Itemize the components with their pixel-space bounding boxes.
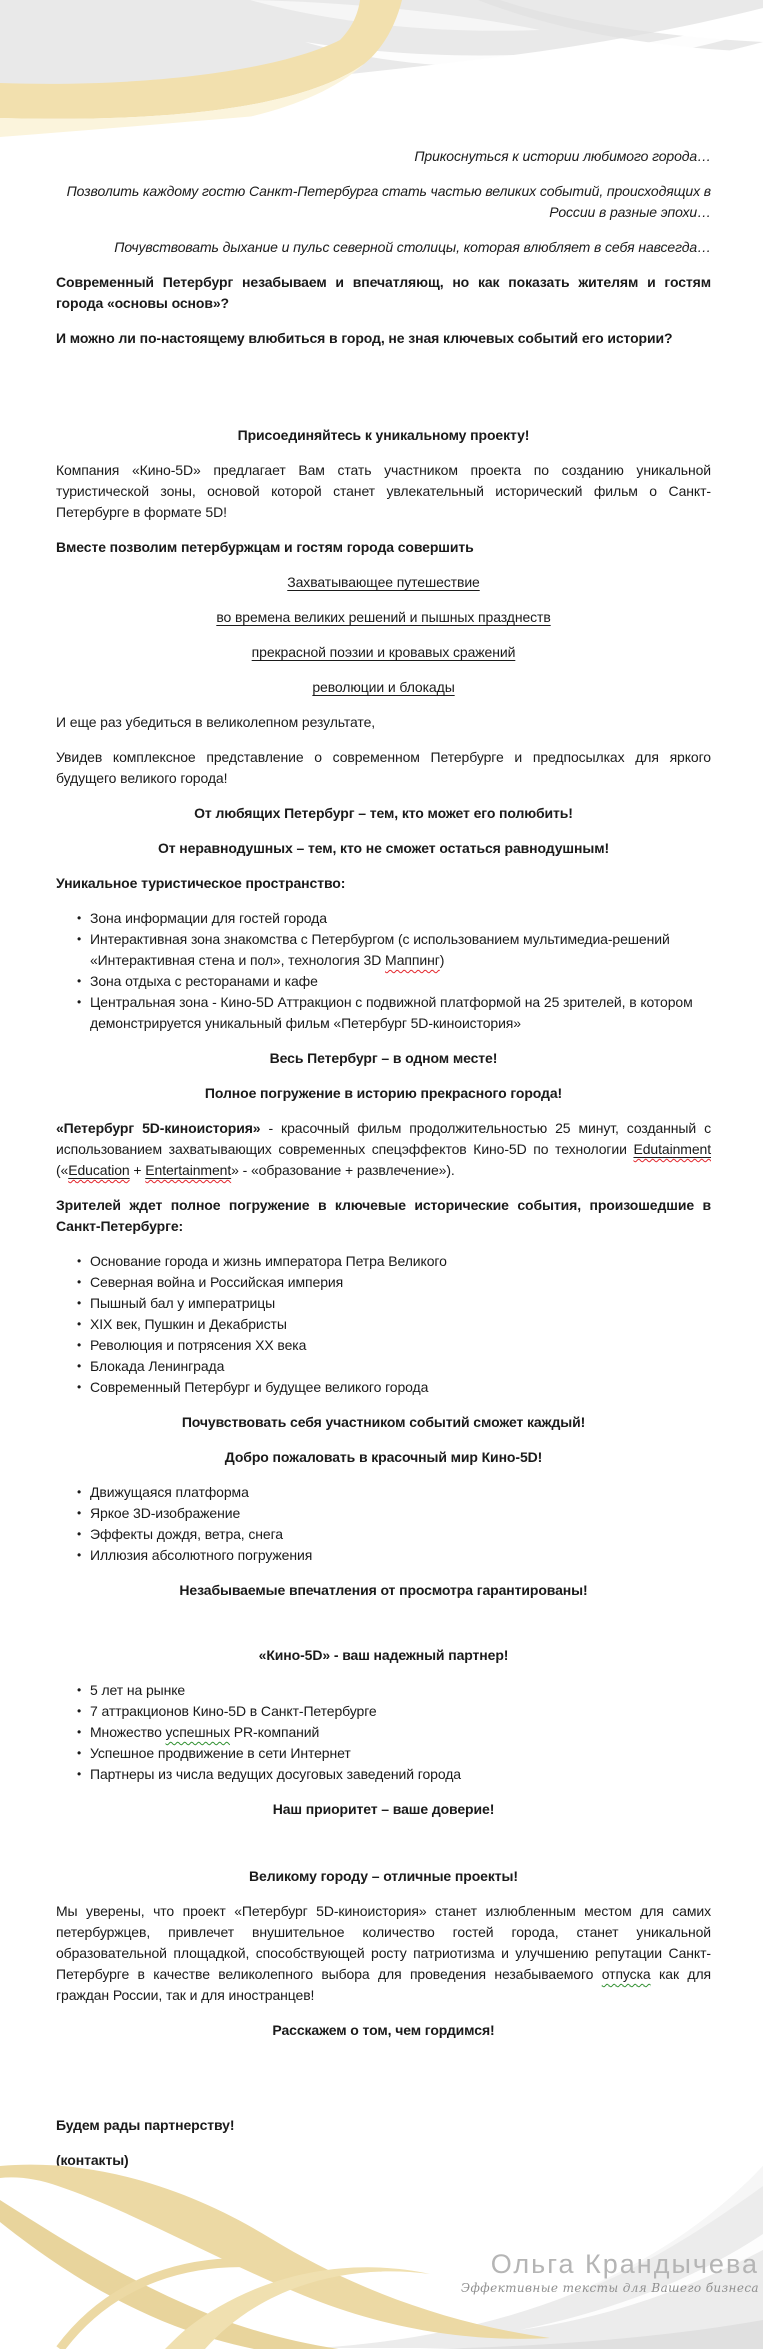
slogan: Незабываемые впечатления от просмотра гарантированы!	[179, 1582, 588, 1598]
journey-line	[56, 677, 711, 698]
lead-question: Современный Петербург незабываем и впечатляющ, но как показать жителям и гостям города «основы основ»?	[56, 274, 711, 311]
journey-line	[56, 607, 711, 628]
intro-quote: Прикоснуться к истории любимого города…	[414, 148, 711, 164]
film-desc-run: » - «образование + развлечение»).	[231, 1162, 455, 1178]
bullet-item	[56, 1722, 711, 1743]
spellcheck-word: Маппинг	[385, 952, 440, 968]
spacer	[56, 2055, 711, 2115]
section-heading-events: Зрителей ждет полное погружение в ключевые исторические события, произошедшие в Санкт-Петербурге:	[56, 1197, 711, 1234]
film-desc-run: - красочный фильм продолжительностью 25 минут, созданный с использованием захватывающих современных спецэффектов Кино-5D по технологии	[56, 1120, 711, 1157]
logo-tagline: Эффективные тексты для Вашего бизнеса	[460, 2281, 759, 2295]
bullet-item	[56, 1335, 711, 1356]
bullet-icon: •	[77, 932, 82, 946]
term-underlined	[633, 1141, 711, 1157]
bullet-item	[56, 929, 711, 971]
journey-line	[56, 572, 711, 593]
bullet-icon: •	[77, 1506, 82, 1520]
bullet-text: Успешное продвижение в сети Интернет	[90, 1745, 351, 1761]
footer	[0, 2134, 763, 2349]
bullet-icon: •	[77, 1359, 82, 1373]
bullet-list-events	[56, 1251, 711, 1398]
bullet-text: Зона отдыха с ресторанами и кафе	[90, 973, 318, 989]
bullet-icon: •	[77, 1725, 82, 1739]
slogan: Почувствовать себя участником событий сможет каждый!	[181, 1414, 586, 1430]
film-description	[56, 1118, 711, 1181]
bullet-item	[56, 971, 711, 992]
section-heading-space: Уникальное туристическое пространство:	[56, 875, 346, 891]
bullet-icon: •	[77, 1548, 82, 1562]
bullet-text: Яркое 3D-изображение	[90, 1505, 241, 1521]
bullet-text: Партнеры из числа ведущих досуговых заведений города	[90, 1766, 461, 1782]
term-underlined	[145, 1162, 231, 1178]
slogan: От неравнодушных – тем, кто не сможет остаться равнодушным!	[157, 840, 610, 856]
slogan: Весь Петербург – в одном месте!	[269, 1050, 498, 1066]
bullet-text: Северная война и Российская империя	[90, 1274, 344, 1290]
paragraph-join-body: Компания «Кино-5D» предлагает Вам стать участником проекта по созданию уникальной туристической зоны, основой которой станет увлекательный исторический фильм о Санкт-Петербурге в формате 5D!	[56, 462, 711, 520]
closing-contacts: (контакты)	[56, 2152, 129, 2168]
film-desc-run: («	[56, 1162, 69, 1178]
closing-line: Будем рады партнерству!	[56, 2117, 235, 2133]
grammar-word: успешных	[165, 1724, 230, 1740]
bullet-item	[56, 992, 711, 1034]
journey-line	[56, 642, 711, 663]
paragraph-run: как для граждан России, так и для иностранцев!	[56, 1966, 711, 2003]
bullet-item	[56, 1524, 711, 1545]
bullet-text: Революция и потрясения XX века	[90, 1337, 307, 1353]
bullet-item	[56, 1743, 711, 1764]
bullet-text-run: )	[439, 952, 445, 968]
journey-line-text: революции и блокады	[312, 679, 455, 695]
bullet-text: Основание города и жизнь императора Петра Великого	[90, 1253, 447, 1269]
bullet-item	[56, 1545, 711, 1566]
film-title: «Петербург 5D-киноистория»	[56, 1120, 261, 1136]
section-heading-partner: «Кино-5D» - ваш надежный партнер!	[258, 1647, 509, 1663]
bullet-item	[56, 1356, 711, 1377]
bullet-list-partner	[56, 1680, 711, 1785]
bullet-icon: •	[77, 1296, 82, 1310]
bullet-icon: •	[77, 1254, 82, 1268]
bullet-icon: •	[77, 1338, 82, 1352]
bullet-list-features	[56, 1482, 711, 1566]
grammar-word: отпуска	[601, 1966, 651, 1982]
bullet-item	[56, 908, 711, 929]
bullet-text: Современный Петербург и будущее великого города	[90, 1379, 429, 1395]
document-content	[56, 140, 711, 2185]
bullet-icon: •	[77, 1275, 82, 1289]
bullet-text: Блокада Ленинграда	[90, 1358, 225, 1374]
bullet-icon: •	[77, 1485, 82, 1499]
bullet-icon: •	[77, 1704, 82, 1718]
bullet-item	[56, 1701, 711, 1722]
section-heading-join: Присоединяйтесь к уникальному проекту!	[237, 427, 530, 443]
slogan: Добро пожаловать в красочный мир Кино-5D!	[224, 1449, 543, 1465]
journey-line-text: прекрасной поэзии и кровавых сражений	[251, 644, 516, 660]
bullet-text: Центральная зона - Кино-5D Аттракцион с подвижной платформой на 25 зрителей, в котором демонстрируется уникальный фильм «Петербург 5D-киноистория»	[90, 994, 693, 1031]
lead-question: И можно ли по-настоящему влюбиться в город, не зная ключевых событий его истории?	[56, 330, 673, 346]
bullet-text: Зона информации для гостей города	[90, 910, 327, 926]
spellcheck-word: Edutainment	[633, 1141, 711, 1157]
film-desc-run: +	[129, 1162, 146, 1178]
bullet-icon: •	[77, 1767, 82, 1781]
paragraph-city	[56, 1901, 711, 2006]
bullet-icon: •	[77, 974, 82, 988]
bullet-icon: •	[77, 1746, 82, 1760]
bullet-icon: •	[77, 1527, 82, 1541]
term-underlined	[68, 1162, 129, 1178]
bullet-item	[56, 1314, 711, 1335]
paragraph-lead-in: Вместе позволим петербуржцам и гостям города совершить	[56, 539, 474, 555]
footer-swoosh-graphic	[0, 2134, 763, 2349]
bullet-item	[56, 1764, 711, 1785]
section-heading-city: Великому городу – отличные проекты!	[249, 1868, 518, 1884]
bullet-text	[90, 929, 711, 971]
bullet-icon: •	[77, 911, 82, 925]
bullet-text	[90, 1722, 711, 1743]
bullet-icon: •	[77, 1683, 82, 1697]
journey-line-text: во времена великих решений и пышных празднеств	[216, 609, 551, 625]
header-swoosh-graphic	[0, 0, 763, 140]
spellcheck-word: Education	[68, 1162, 130, 1178]
bullet-list-zones	[56, 908, 711, 1034]
bullet-item	[56, 1680, 711, 1701]
intro-quote: Позволить каждому гостю Санкт-Петербурга стать частью великих событий, происходящих в России в разные эпохи…	[66, 183, 711, 220]
bullet-text-run: PR-компаний	[229, 1724, 320, 1740]
bullet-text: Эффекты дождя, ветра, снега	[90, 1526, 283, 1542]
slogan: Полное погружение в историю прекрасного города!	[204, 1085, 563, 1101]
logo-name: Ольга Крандычева	[490, 2249, 759, 2279]
spacer	[56, 1834, 711, 1866]
bullet-item	[56, 1503, 711, 1524]
intro-quote: Почувствовать дыхание и пульс северной столицы, которая влюбляет в себя навсегда…	[114, 239, 711, 255]
brand-logo	[461, 2250, 759, 2296]
bullet-item	[56, 1482, 711, 1503]
bullet-item	[56, 1293, 711, 1314]
bullet-icon: •	[77, 995, 82, 1009]
bullet-icon: •	[77, 1380, 82, 1394]
bullet-text-run: Интерактивная зона знакомства с Петербургом (с использованием мультимедиа-решений «Интерактивная стена и пол», технология 3D	[90, 931, 670, 968]
slogan: Наш приоритет – ваше доверие!	[272, 1801, 495, 1817]
spacer	[56, 363, 711, 425]
bullet-text: 7 аттракционов Кино-5D в Санкт-Петербурге	[90, 1703, 377, 1719]
paragraph-outro: Увидев комплексное представление о современном Петербурге и предпосылках для яркого будущего великого города!	[56, 749, 711, 786]
bullet-text: 5 лет на рынке	[90, 1682, 186, 1698]
bullet-text: Иллюзия абсолютного погружения	[90, 1547, 313, 1563]
bullet-icon: •	[77, 1317, 82, 1331]
slogan: От любящих Петербург – тем, кто может его полюбить!	[194, 805, 573, 821]
paragraph-run: Мы уверены, что проект «Петербург 5D-киноистория» станет излюбленным местом для самих петербуржцев, привлечет внушительное количество гостей города, станет уникальной образовательной площадкой, способствующей росту патриотизма и улучшению репутации Санкт-Петербурге в качестве великолепного выбора для проведения незабываемого	[56, 1903, 711, 1982]
bullet-text: Пышный бал у императрицы	[90, 1295, 276, 1311]
paragraph-outro: И еще раз убедиться в великолепном результате,	[56, 714, 376, 730]
bullet-item	[56, 1251, 711, 1272]
bullet-item	[56, 1272, 711, 1293]
spacer	[56, 1615, 711, 1645]
bullet-text: Движущаяся платформа	[90, 1484, 249, 1500]
bullet-text-run: Множество	[90, 1724, 166, 1740]
bullet-text: XIX век, Пушкин и Декабристы	[90, 1316, 287, 1332]
bullet-item	[56, 1377, 711, 1398]
slogan: Расскажем о том, чем гордимся!	[272, 2022, 495, 2038]
spellcheck-word: Entertainment	[145, 1162, 232, 1178]
journey-line-text: Захватывающее путешествие	[287, 574, 480, 590]
